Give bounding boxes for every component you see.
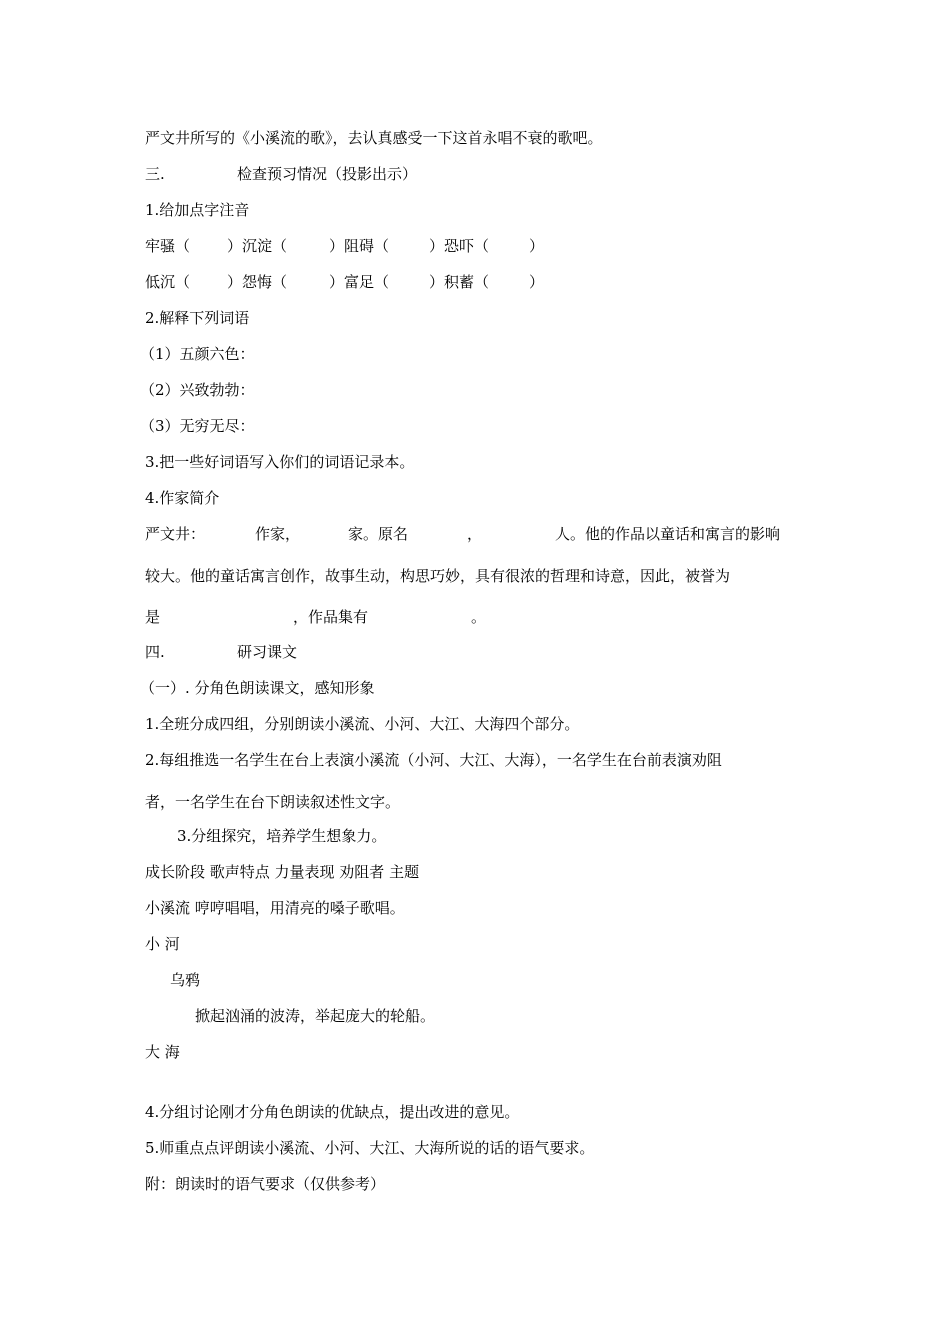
- appendix-line: 附：朗读时的语气要求（仅供参考）: [145, 1175, 386, 1193]
- author-intro-line-2: 较大。他的童话寓言创作，故事生动，构思巧妙，具有很浓的哲理和诗意，因此，被誉为: [145, 567, 731, 585]
- pinyin-item: ）阻碍（: [329, 237, 390, 255]
- author-intro-part: 人。他的作品以童话和寓言的影响: [555, 525, 781, 543]
- pinyin-item: 牢骚（: [145, 237, 191, 255]
- q1-title: 1.给加点字注音: [145, 201, 250, 219]
- part-1-title: （一）. 分角色朗读课文，感知形象: [140, 679, 375, 697]
- pinyin-item: ）恐吓（: [429, 237, 490, 255]
- section-4-title: 研习课文: [237, 643, 298, 661]
- table-row: 大 海: [145, 1043, 180, 1061]
- q3-line: 3.把一些好词语写入你们的词语记录本。: [145, 453, 415, 471]
- author-intro-part: 。: [471, 608, 487, 626]
- table-row: 小溪流 哼哼唱唱，用清亮的嗓子歌唱。: [145, 899, 405, 917]
- author-intro-part: ，作品集有: [293, 608, 369, 626]
- pinyin-item: ）: [529, 237, 545, 255]
- step-2-line-1: 2.每组推选一名学生在台上表演小溪流（小河、大江、大海），一名学生在台前表演劝阻: [145, 751, 722, 769]
- table-row: 乌鸦: [170, 971, 201, 989]
- section-3-number: 三.: [145, 165, 165, 183]
- q4-title: 4.作家简介: [145, 489, 220, 507]
- table-header: 成长阶段 歌声特点 力量表现 劝阻者 主题: [145, 863, 420, 881]
- pinyin-item: ）沉淀（: [227, 237, 288, 255]
- q2-item: （2）兴致勃勃：: [140, 381, 255, 399]
- pinyin-item: 低沉（: [145, 273, 191, 291]
- step-3: 3.分组探究，培养学生想象力。: [177, 827, 387, 845]
- step-4: 4.分组讨论刚才分角色朗读的优缺点，提出改进的意见。: [145, 1103, 520, 1121]
- author-intro-part: 作家，: [255, 525, 301, 543]
- q2-item: （3）无穷无尽：: [140, 417, 255, 435]
- table-row: 掀起汹涌的波涛，举起庞大的轮船。: [195, 1007, 436, 1025]
- author-intro-part: 严文井：: [145, 525, 206, 543]
- step-1: 1.全班分成四组，分别朗读小溪流、小河、大江、大海四个部分。: [145, 715, 580, 733]
- q2-title: 2.解释下列词语: [145, 309, 250, 327]
- step-2-line-2: 者，一名学生在台下朗读叙述性文字。: [145, 793, 401, 811]
- section-4-number: 四.: [145, 643, 165, 661]
- author-intro-part: ，: [467, 525, 483, 543]
- pinyin-item: ）: [529, 273, 545, 291]
- author-intro-part: 家。原名: [348, 525, 409, 543]
- pinyin-item: ）怨悔（: [227, 273, 288, 291]
- step-5: 5.师重点点评朗读小溪流、小河、大江、大海所说的话的语气要求。: [145, 1139, 595, 1157]
- q2-item: （1）五颜六色：: [140, 345, 255, 363]
- pinyin-item: ）积蓄（: [429, 273, 490, 291]
- pinyin-item: ）富足（: [329, 273, 390, 291]
- section-3-title: 检查预习情况（投影出示）: [237, 165, 418, 183]
- author-intro-part: 是: [145, 608, 161, 626]
- table-row: 小 河: [145, 935, 180, 953]
- intro-line: 严文井所写的《小溪流的歌》，去认真感受一下这首永唱不衰的歌吧。: [145, 129, 603, 147]
